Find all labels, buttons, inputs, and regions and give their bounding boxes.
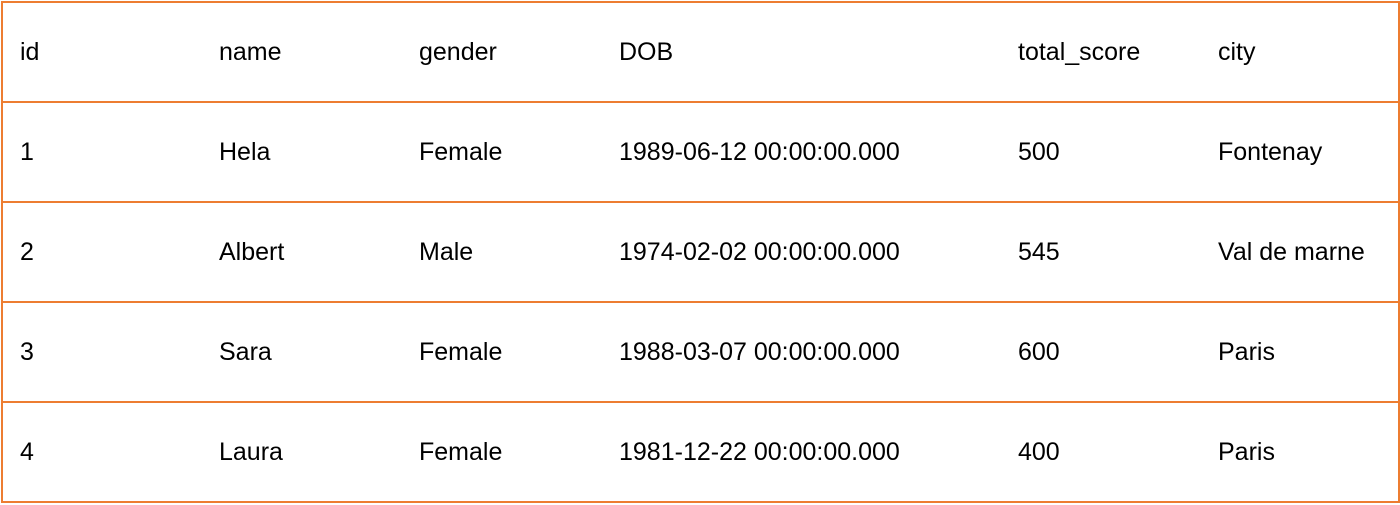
- table-container: [0, 1, 1400, 505]
- data-table: [1, 1, 1400, 503]
- cell-id: 4: [2, 402, 202, 502]
- header-name: name: [202, 2, 402, 102]
- header-total-score: total_score: [1001, 2, 1201, 102]
- header-gender: gender: [402, 2, 602, 102]
- cell-name: Laura: [202, 402, 402, 502]
- cell-total-score: 600: [1001, 302, 1201, 402]
- header-city: city: [1201, 2, 1399, 102]
- cell-total-score: 400: [1001, 402, 1201, 502]
- cell-total-score: 500: [1001, 102, 1201, 202]
- cell-id: 1: [2, 102, 202, 202]
- cell-gender: Male: [402, 202, 602, 302]
- cell-dob: 1988-03-07 00:00:00.000: [602, 302, 1001, 402]
- table-row: [2, 402, 1399, 502]
- cell-dob: 1989-06-12 00:00:00.000: [602, 102, 1001, 202]
- cell-dob: 1974-02-02 00:00:00.000: [602, 202, 1001, 302]
- header-dob: DOB: [602, 2, 1001, 102]
- cell-gender: Female: [402, 402, 602, 502]
- cell-city: Fontenay: [1201, 102, 1399, 202]
- header-id: id: [2, 2, 202, 102]
- cell-gender: Female: [402, 102, 602, 202]
- table-row: [2, 202, 1399, 302]
- table-row: [2, 102, 1399, 202]
- cell-gender: Female: [402, 302, 602, 402]
- table-row: [2, 302, 1399, 402]
- cell-name: Albert: [202, 202, 402, 302]
- cell-city: Paris: [1201, 402, 1399, 502]
- cell-name: Hela: [202, 102, 402, 202]
- cell-name: Sara: [202, 302, 402, 402]
- cell-id: 3: [2, 302, 202, 402]
- cell-id: 2: [2, 202, 202, 302]
- cell-total-score: 545: [1001, 202, 1201, 302]
- header-row: [2, 2, 1399, 102]
- cell-dob: 1981-12-22 00:00:00.000: [602, 402, 1001, 502]
- cell-city: Val de marne: [1201, 202, 1399, 302]
- cell-city: Paris: [1201, 302, 1399, 402]
